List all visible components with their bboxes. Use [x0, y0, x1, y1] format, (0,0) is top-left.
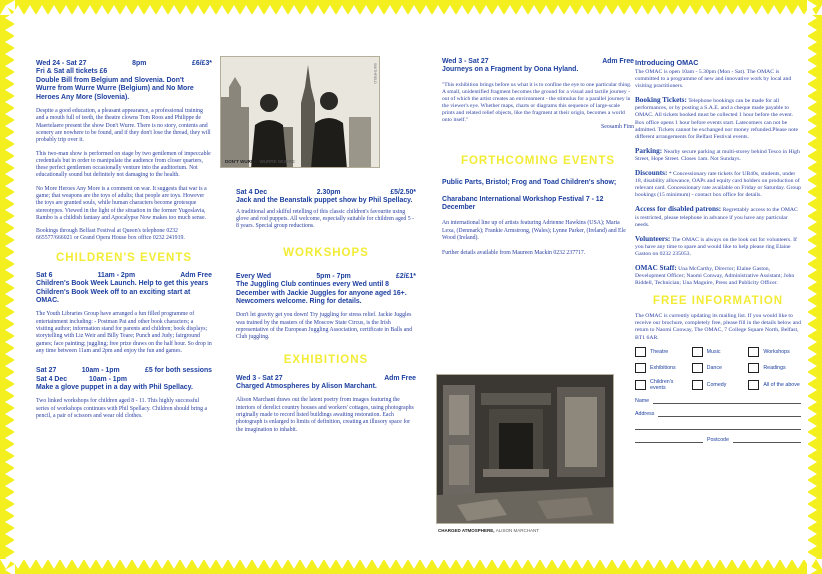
intro-heading: Introducing OMAC [635, 58, 699, 67]
event-time: 5pm - 7pm [316, 272, 351, 280]
event-price: Adm Free [180, 271, 212, 279]
event-date: Every Wed [236, 272, 272, 280]
event-quote: "This exhibition brings before us what it is to confine the eye to one particular thing. A small, unidentified fragment becomes the ground for a visual and tactile journey - out of which the artist creates an environment - the stimulus for a parallel journey in the viewer's eye. Whether maps, charts or diagrams this sequence of large-scale prints and related relief objects, like the fragment at their origin, becomes a world onto itself." [442, 81, 632, 123]
free-information-heading: FREE INFORMATION [652, 295, 784, 308]
address-field[interactable] [635, 411, 801, 417]
booking-section [635, 97, 801, 141]
volunteers-section [635, 236, 801, 258]
event-description: The Youth Libraries Group have arranged a fun filled programme of entertainment including: - Postman Pat and other book characters; a visiting author; information stand for parents and children; book displays; storytelling with Liz Weir and Billy Teare; Punch and Judy; fairground games; face painting; juggling; free prize draws on the half hour. So drop in any time between 11am and 2pm and enjoy the fun and games. [36, 311, 212, 354]
event-title: Journeys on a Fragment by Oona Hyland. [442, 66, 579, 74]
staff-text: Una McCarthy, Director; Elaine Gaston, Development Officer; Naomi Conway, Administrative Assistant; John Riddell, Technician; Una Maguire, Press and Publicity Officer. [635, 265, 795, 287]
photo-caption-subtitle: WURRE WURRE [259, 159, 295, 164]
event-title-line: Wurre from Wurre Wurre (Belgium) and No More [36, 85, 194, 93]
name-label: Name [635, 397, 650, 404]
event-title: Children's Book Week Launch. Help to get this years Children's Book Week off to an exciting start at OMAC. [36, 280, 209, 304]
event-description: Two linked workshops for children aged 8 - 11. This highly successful series of workshops continues with Phil Spellacy. Children should bring a pencil, a pair of scissors and wear old clothes. [36, 398, 208, 419]
event-description: Despite a good education, a pleasant appearance, a professional training and a mouth full of teeth, the theatre clowns Tom Roos and Philippe de Maertelaere present the show Don't Wurre. There is no story, contents and scenery are nowhere to be found, and if they don't lose the thread, they will probably trip over it. [36, 108, 211, 144]
column-2 [220, 60, 418, 434]
checkbox-label: Theatre [650, 348, 669, 355]
photo-dont-wurre [220, 56, 380, 168]
access-text: Regrettably access to the OMAC is restricted, please telephone in advance if you have any particular needs. [635, 207, 798, 228]
booking-text: Telephone bookings can be made for all performances, or by posting a S.A.E. and a cheque made payable to OMAC. All tickets booked must be collected 1 hour before the event. Box office opens 1 hour before events start. Latecomers can not be admitted. Tickets cannot be exchanged nor money refunded.Please note different arrangements for Belfast Festival events. [635, 98, 798, 140]
postcode-field[interactable] [635, 437, 801, 443]
event-date: Sat 4 Dec [236, 189, 268, 196]
event-journeys-header [442, 58, 634, 75]
photo-caption-subtitle: ALISON MARCHANT [495, 528, 540, 533]
photo-caption-title: CHARGED ATMOSPHERE, [438, 528, 495, 533]
parking-heading: Parking: [635, 146, 663, 155]
event-date: Wed 3 - Sat 27 [236, 374, 283, 382]
photo-side-credit: SMITHFIELD [373, 63, 377, 84]
event-description: No More Heroes Any More is a comment on war. It suggests that war is a game; that weapons are the toys of adults; that people are toys. However the toys are granted souls, while human characters become grotesque stereotypes. Viewed in the light of the situation in the former Yugoslavia, Rambo is a childish fantasy and Apocalypse Now makes too much sense. [36, 185, 207, 221]
event-title: Make a glove puppet in a day with Phil Spellacy. [36, 384, 193, 391]
event-book-week-header [36, 272, 212, 306]
parking-section [635, 148, 801, 163]
checkbox-all[interactable] [748, 379, 801, 391]
booking-heading: Booking Tickets: [635, 96, 687, 105]
event-date: Sat 27 [36, 367, 57, 375]
event-glove-puppet-header [36, 367, 212, 392]
checkbox-box[interactable] [748, 363, 759, 373]
access-heading: Access for disabled patrons: [635, 205, 722, 214]
photo-caption [225, 159, 295, 164]
event-price: £5/2.50* [390, 189, 416, 196]
checkbox-label: Exhibitions [650, 364, 676, 371]
checkbox-label: All of the above [763, 381, 800, 388]
event-price: £2/£1* [396, 272, 416, 280]
event-time: 8pm [132, 60, 147, 67]
checkbox-dance[interactable] [692, 363, 745, 373]
checkbox-label: Workshops [763, 348, 790, 355]
discounts-heading: Discounts: [635, 169, 668, 178]
checkbox-readings[interactable] [748, 363, 801, 373]
event-time: 10am - 1pm [81, 367, 120, 375]
checkbox-exhibitions[interactable] [635, 363, 688, 373]
checkbox-box[interactable] [748, 347, 759, 357]
forthcoming-details: An international line up of artists featuring Adrienne Hawkins (USA); Maria Lexa, (Denmark); Frankie Armstrong, (Wales); Lynne Parker, (Ireland) and Ele Wood (Ireland). [442, 220, 626, 241]
event-description: A traditional and skilful retelling of this classic children's favourite using glove and rod puppets. All welcome, especially suitable for children aged 5 - 8 years. Special group reductions. [236, 208, 415, 230]
photo-caption-title: DON'T WURRE, [225, 159, 259, 164]
name-field[interactable] [635, 398, 801, 404]
event-beanstalk-header [236, 189, 416, 206]
intro-text: The OMAC is open 10am - 5.30pm (Mon - Sat). The OMAC is committed to a programme of new and innovative work by local and visiting practitioners. [635, 69, 792, 90]
column-3 [438, 58, 636, 533]
forthcoming-events-heading: FORTHCOMING EVENTS [460, 155, 616, 168]
checkbox-label: Dance [706, 364, 722, 371]
photo-illustration [221, 57, 380, 168]
checkbox-box[interactable] [748, 380, 759, 390]
checkbox-label: Comedy [706, 381, 727, 388]
event-juggling-header [236, 273, 416, 307]
forthcoming-item: Public Parts, Bristol; Frog and Toad Children's show; [442, 179, 617, 187]
event-title: The Juggling Club continues every Wed until 8 December with Jackie Juggles for anyone aged 16+. Newcomers welcome. Ring for details. [236, 281, 407, 305]
event-description: Don't let gravity get you down! Try juggling for stress relief. Jackie Juggles was trained by the masters of the Moscow State Circus, is the Irish representative of the European Juggling Association, certificate in Balls and Club juggling. [236, 312, 413, 341]
event-title-line: Double Bill from Belgium and Slovenia. Don't [36, 76, 184, 84]
workshops-heading: WORKSHOPS [283, 246, 369, 259]
event-time: 11am - 2pm [97, 271, 136, 279]
checkbox-music[interactable] [692, 347, 745, 357]
address-label: Address [635, 410, 655, 417]
forthcoming-item: Charabanc International Workshop Festival 7 - 12 December [442, 195, 604, 211]
discounts-text: * Concessionary rate tickets for UB40s, students, under 18, disability allowance, OAPs and equity card holders on production of relevant card. Concessionary rate available on Friday or Saturday. Group bookings (15 minimum) - contact box office for details. [635, 171, 801, 199]
checkbox-box[interactable] [635, 347, 646, 357]
postcode-label: Postcode [706, 436, 730, 443]
checkbox-comedy[interactable] [692, 379, 745, 391]
event-quote-author: Seosamh Finn [600, 123, 634, 130]
access-section [635, 206, 801, 228]
event-description: Alison Marchant draws out the latent poetry from images featuring the interiors of derelict country houses and workers' cottages, using photographs originally made to record listed buildings awaiting restoration. Each photograph is enlarged to limits of definition, creating an illusory space for the imagination to inhabit. [236, 397, 414, 433]
event-price: £5 for both sessions [144, 367, 212, 375]
childrens-events-heading: CHILDREN'S EVENTS [55, 251, 193, 264]
event-booking-info: Bookings through Belfast Festival at Queen's telephone 0232 665577/666021 or Grand Opera House box office 0232 241919. [36, 228, 185, 242]
event-price: £6/£3* [192, 60, 212, 67]
forthcoming-contact: Further details available from Maureen Mackin 0232 237717. [442, 250, 586, 257]
discounts-section [635, 170, 801, 199]
photo-charged-atmosphere [436, 374, 614, 524]
event-title-line: Heroes Any More (Slovenia). [36, 93, 130, 101]
volunteers-text: The OMAC is always on the look out for volunteers. If you have any time to spare and would like to help please ring Elaine Gaston on 0232 235053. [635, 236, 797, 257]
column-4 [633, 58, 803, 443]
checkbox-label: Children's events [650, 378, 674, 391]
volunteers-heading: Volunteers: [635, 234, 671, 243]
checkbox-box[interactable] [692, 363, 703, 373]
brochure-page [14, 14, 808, 560]
event-date: Sat 4 Dec [36, 375, 68, 383]
event-date: Sat 6 [36, 271, 53, 279]
event-price: Adm Free [602, 58, 634, 65]
checkbox-theatre[interactable] [635, 347, 688, 357]
address-line[interactable] [635, 424, 801, 430]
checkbox-label: Music [706, 348, 721, 355]
checkbox-box[interactable] [635, 380, 646, 390]
event-description: This two-man show is performed on stage by two gentlemen of impeccable credentials but in order to manipulate the audience from closer quarters, these perfect gentlemen occasionally venture into the auditorium. Not educationally sound but definitely not damaging to the health. [36, 150, 211, 179]
event-price: Adm Free [384, 374, 416, 382]
event-date: Wed 24 - Sat 27 [36, 60, 87, 67]
checkbox-box[interactable] [692, 380, 703, 390]
checkbox-box[interactable] [692, 347, 703, 357]
photo-illustration [437, 375, 614, 524]
event-title-line: Fri & Sat all tickets £6 [36, 68, 108, 76]
checkbox-label: Readings [763, 364, 786, 371]
parking-text: Nearby secure parking at multi-storey behind Tesco in High Street, Hope Street. Closes 1am. Not Sundays. [635, 148, 800, 162]
event-time: 2.30pm [316, 189, 341, 196]
exhibitions-heading: EXHIBITIONS [283, 353, 369, 366]
event-date: Wed 3 - Sat 27 [442, 58, 489, 65]
staff-heading: OMAC Staff: [635, 263, 677, 272]
checkbox-childrens-events[interactable] [635, 379, 688, 391]
checkbox-workshops[interactable] [748, 347, 801, 357]
checkbox-box[interactable] [635, 363, 646, 373]
event-title: Jack and the Beanstalk puppet show by Phil Spellacy. [236, 197, 413, 205]
event-charged-atmospheres-header [236, 375, 416, 392]
photo-caption [438, 528, 539, 533]
postcode-line[interactable] [733, 437, 801, 443]
event-time: 10am - 1pm [89, 375, 127, 383]
free-information-text: The OMAC is currently updating its mailing list. If you would like to receive our brochure, completely free, please fill in the details below and return to Naomi Conway, The OMAC, 7 College Square North, Belfast, BT1 6AR. [635, 313, 801, 341]
event-double-bill-header [36, 60, 212, 102]
staff-section [635, 265, 801, 287]
interest-checkboxes [635, 347, 801, 391]
name-line[interactable] [653, 398, 801, 404]
column-1 [34, 60, 214, 420]
postcode-line-before[interactable] [635, 437, 703, 443]
address-field-2[interactable] [635, 424, 801, 430]
address-line[interactable] [658, 411, 801, 417]
event-title: Charged Atmospheres by Alison Marchant. [236, 382, 377, 390]
